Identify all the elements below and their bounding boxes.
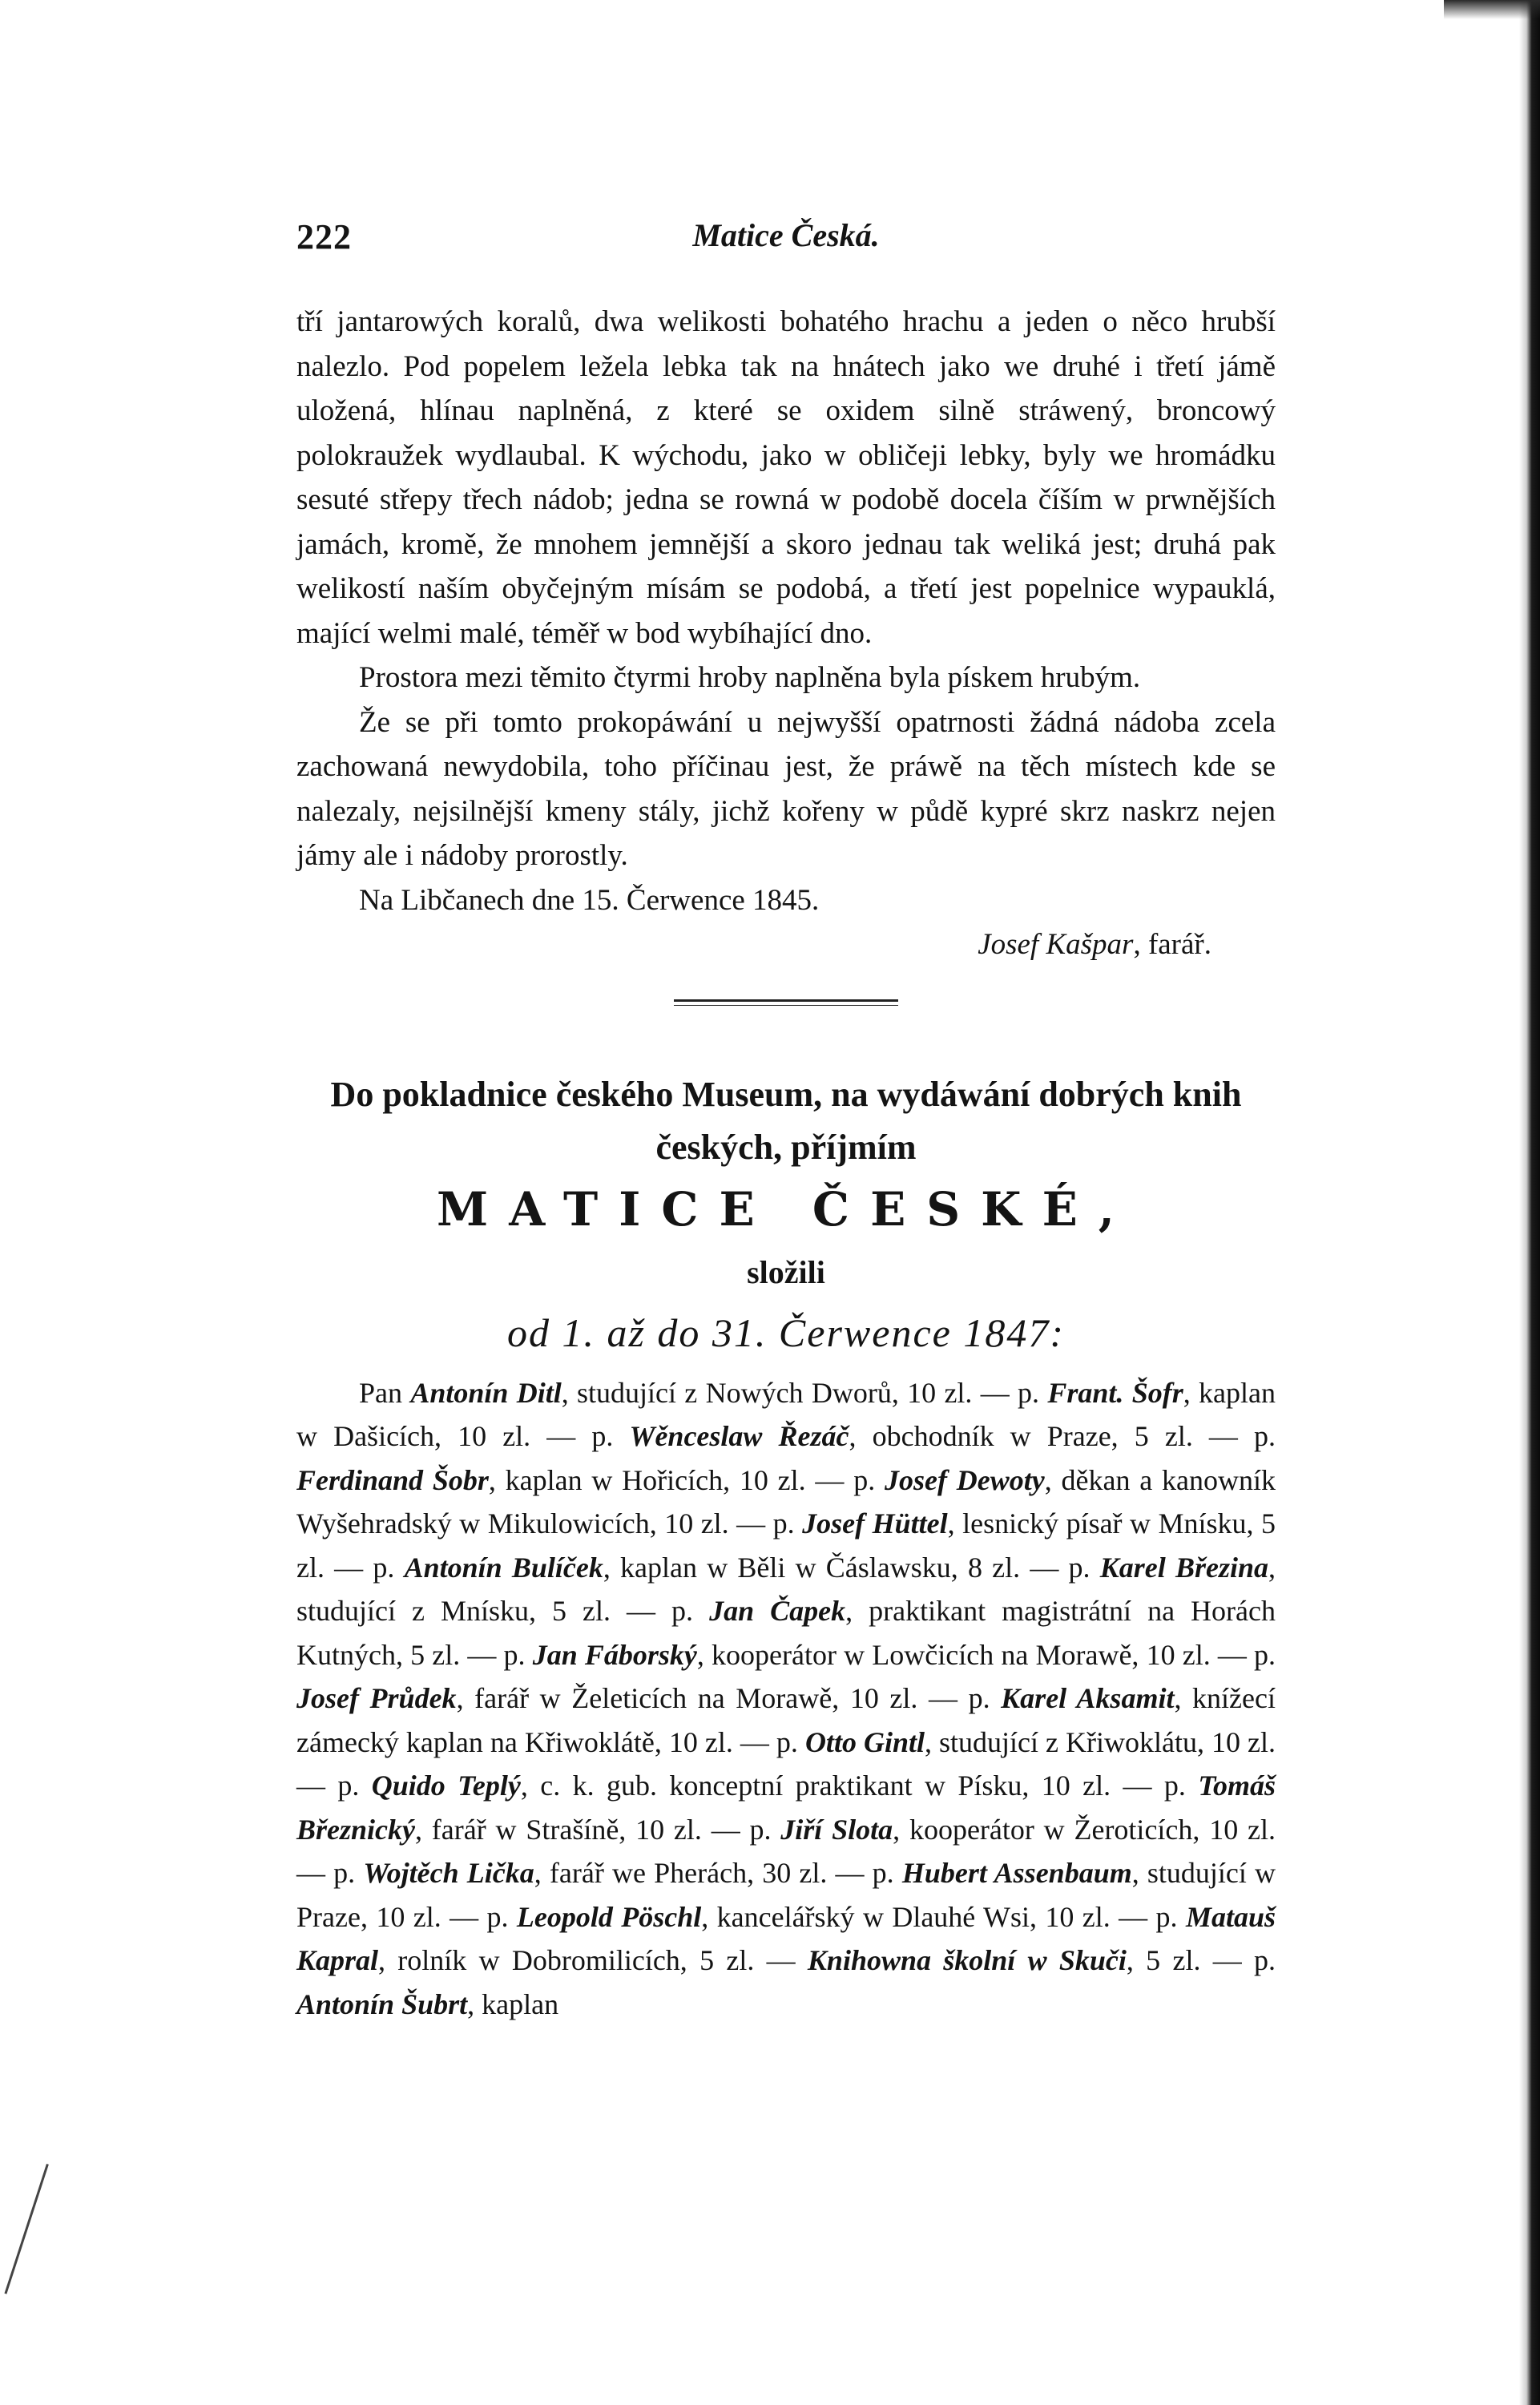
donor-details: , knížecí zámecký kaplan na Křiwoklátě, 10 zl. — p.: [296, 1682, 1276, 1758]
donor-name: Otto Gintl: [804, 1725, 925, 1758]
donor-details: , obchodník w Praze, 5 zl. — p.: [849, 1420, 1276, 1452]
book-page: [296, 216, 1276, 2055]
donor-details: , studující z Mnísku, 5 zl. — p.: [296, 1551, 1276, 1627]
donor-details: , studující z Nowých Dworů, 10 zl. — p.: [561, 1376, 1048, 1409]
donor-entry: [808, 1944, 1276, 1976]
donor-name: Tomáš Březnický: [296, 1769, 1276, 1846]
donor-details: , kooperátor w Žeroticích, 10 zl. — p.: [296, 1813, 1276, 1889]
notice-collected: složili: [747, 1253, 825, 1290]
donor-name: Wojtěch Lička: [363, 1857, 534, 1889]
article-paragraph-3: Že se při tomto prokopáwání u nejwyšší opatrnosti žádná nádoba zcela zachowaná newydobila, toho příčinau jest, že práwě na těch místech kde se nalezaly, nejsilnější kmeny stály, jichž kořeny w půdě kypré skrz naskrz nejen jámy ale i nádoby prorostly.: [296, 705, 1276, 872]
section-divider: [674, 999, 898, 1006]
article-paragraph-1: tří jantarowých koralů, dwa welikosti bohatého hrachu a jeden o něco hrubší nalezlo. Pod popelem ležela lebka tak na hnátech jako we druhé i třetí jámě uložená, hlínau naplněná, z které se oxidem silně stráwený, broncowý polokraužek wydlaubal. K wýchodu, jako w obličeji lebky, byly we hromádku sesuté střepy třech nádob; jedna se rowná w podobě docela číším w prwnějších jamách, kromě, že mnohem jemnější a skoro jednau tak weliká jest; druhá pak welikostí naším obyčejným mísám se podobá, a třetí jest popelnice wypauklá, mající welmi malé, téměř w bod wybíhající dno.: [296, 305, 1276, 650]
donor-name: Knihowna školní w Skuči: [807, 1944, 1127, 1976]
donor-list: [296, 1371, 1276, 2027]
donor-entry: [296, 1682, 1001, 1714]
scan-corner-shadow: [1444, 0, 1540, 19]
donor-name: Hubert Assenbaum: [901, 1857, 1132, 1889]
donor-name: Antonín Ditl: [410, 1376, 562, 1409]
donor-name: Jan Fáborský: [532, 1638, 697, 1671]
donor-name: Jan Čapek: [709, 1595, 846, 1627]
donor-name: Antonín Bulíček: [404, 1551, 603, 1584]
donor-entry: [517, 1901, 1186, 1933]
donor-details: , studující z Křiwoklátu, 10 zl. — p.: [296, 1725, 1276, 1802]
donor-entry: [405, 1552, 1100, 1584]
donor-entry: [296, 1988, 558, 2020]
donor-entry: [533, 1639, 1276, 1671]
donor-details: , kaplan w Běli w Čáslawsku, 8 zl. — p.: [603, 1551, 1100, 1584]
donor-entry: [372, 1769, 1199, 1802]
donor-name: Josef Dewoty: [885, 1463, 1045, 1496]
donor-details: , farář we Pherách, 30 zl. — p.: [534, 1857, 902, 1889]
scan-pencil-mark: [4, 2164, 48, 2294]
donor-name: Leopold Pöschl: [516, 1900, 702, 1933]
donor-name: Josef Hüttel: [802, 1507, 948, 1539]
article-body: [296, 300, 1276, 922]
donor-name: Josef Průdek: [296, 1682, 457, 1714]
donor-details: , kaplan w Hořicích, 10 zl. — p.: [488, 1463, 885, 1496]
article-paragraph-2: Prostora mezi těmito čtyrmi hroby naplněna byla pískem hrubým.: [359, 661, 1141, 694]
notice-title: Do pokladnice českého Museum, na wydáwání dobrých knih českých, příjmím: [330, 1074, 1242, 1167]
article-dateline: Na Libčanech dne 15. Čerwence 1845.: [359, 883, 820, 917]
running-head: Matice Česká.: [692, 217, 880, 253]
donor-name: Karel Aksamit: [1001, 1682, 1175, 1714]
donor-entry: [363, 1857, 902, 1889]
donor-details: , studující w Praze, 10 zl. — p.: [296, 1857, 1276, 1933]
donor-name: Jiří Slota: [780, 1813, 893, 1846]
donor-name: Quido Teplý: [371, 1769, 521, 1802]
page-number: 222: [296, 217, 352, 256]
donor-entry: [629, 1420, 1276, 1452]
donor-details: , kancelářský w Dlauhé Wsi, 10 zl. — p.: [701, 1900, 1186, 1933]
signature-name: Josef Kašpar: [978, 928, 1134, 961]
donor-name: Matauš Kapral: [296, 1900, 1276, 1976]
donor-entry: [296, 1464, 885, 1496]
donor-details: , farář w Želeticích na Morawě, 10 zl. — p.: [456, 1682, 1002, 1714]
donor-details: , kaplan w Dašicích, 10 zl. — p.: [296, 1376, 1276, 1452]
donor-details: , rolník w Dobromilicích, 5 zl. —: [378, 1944, 808, 1976]
donor-details: , kooperátor w Lowčicích na Morawě, 10 zl. — p.: [696, 1638, 1276, 1671]
donor-name: Antonín Šubrt: [296, 1987, 468, 2020]
donor-name: Karel Březina: [1099, 1551, 1268, 1584]
donor-details: , 5 zl. — p.: [1126, 1944, 1276, 1976]
donor-name: Frant. Šofr: [1047, 1376, 1183, 1409]
signature-title: , farář.: [1133, 928, 1211, 961]
matice-banner: MATICE ČESKÉ,: [437, 1181, 1135, 1237]
article-signature: [296, 922, 1276, 967]
donor-details: , praktikant magistrátní na Horách Kutných, 5 zl. — p.: [296, 1595, 1276, 1671]
donor-details: , farář w Strašíně, 10 zl. — p.: [415, 1813, 781, 1846]
donor-entry: [359, 1377, 1047, 1409]
donor-details: , kaplan: [467, 1987, 559, 2020]
page-header: [296, 216, 1276, 264]
donor-name: Ferdinand Šobr: [296, 1463, 489, 1496]
donor-details: , lesnický písař w Mnísku, 5 zl. — p.: [296, 1507, 1276, 1584]
notice-period: od 1. až do 31. Čerwence 1847:: [506, 1309, 1066, 1355]
donor-name: Wěnceslaw Řezáč: [629, 1420, 849, 1452]
donor-prefix: Pan: [359, 1376, 411, 1409]
scan-edge-shadow: [1519, 0, 1540, 2405]
donor-details: , děkan a kanowník Wyšehradský w Mikulowicích, 10 zl. — p.: [296, 1463, 1276, 1539]
donor-details: , c. k. gub. konceptní praktikant w Písku, 10 zl. — p.: [520, 1769, 1199, 1802]
